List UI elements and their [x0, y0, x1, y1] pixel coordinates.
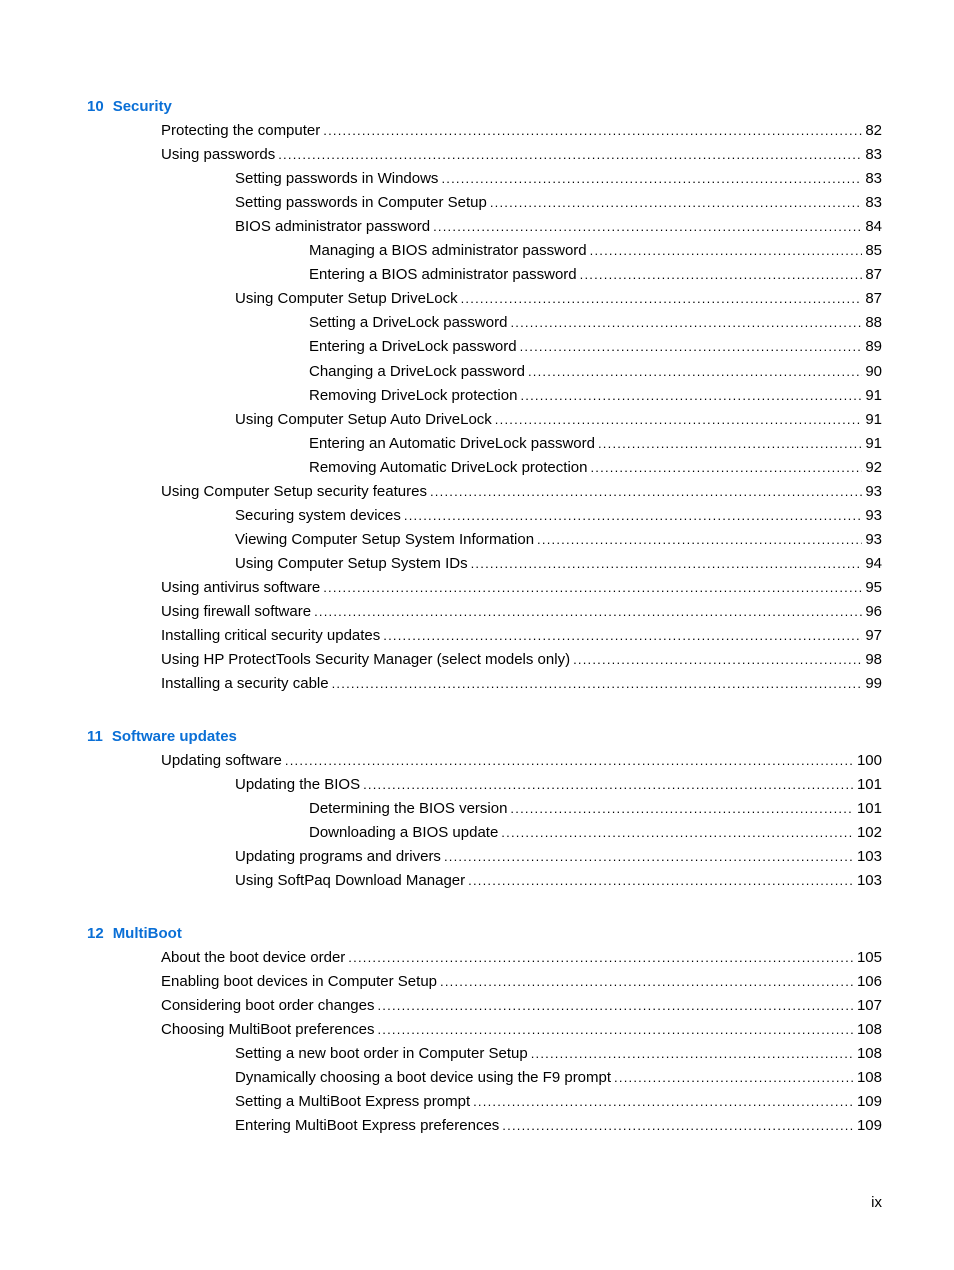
- toc-entry[interactable]: [235, 531, 882, 549]
- dot-leader: [495, 411, 863, 429]
- toc-entry[interactable]: [309, 314, 882, 332]
- toc-entry-title: Updating programs and drivers: [235, 848, 441, 866]
- toc-entry[interactable]: [161, 146, 882, 164]
- dot-leader: [444, 848, 854, 866]
- chapter-number: 12: [87, 925, 104, 942]
- toc-entry-page: 88: [865, 314, 882, 332]
- toc-entry-title: Considering boot order changes: [161, 997, 375, 1015]
- chapter-number: 10: [87, 98, 104, 115]
- toc-entry-title: Using HP ProtectTools Security Manager (select models only): [161, 651, 571, 669]
- toc-entry-title: Using Computer Setup Auto DriveLock: [235, 410, 492, 428]
- toc-entry[interactable]: [161, 675, 882, 693]
- toc-entry-page: 83: [865, 170, 882, 188]
- dot-leader: [332, 675, 863, 693]
- toc-entry-title: Using SoftPaq Download Manager: [235, 872, 466, 890]
- toc-entry-page: 107: [856, 997, 882, 1015]
- dot-leader: [520, 338, 863, 356]
- toc-entry-page: 101: [856, 800, 882, 818]
- toc-entry-page: 101: [856, 776, 882, 794]
- toc-entry-title: Entering an Automatic DriveLock password: [309, 434, 595, 452]
- toc-entry-title: Updating software: [161, 752, 282, 769]
- dot-leader: [440, 973, 854, 991]
- toc-entry-title: Enabling boot devices in Computer Setup: [161, 973, 438, 991]
- toc-entry-title: About the boot device order: [161, 949, 346, 966]
- dot-leader: [278, 146, 862, 164]
- toc-entry[interactable]: [309, 363, 882, 381]
- toc-entry-title: Installing critical security updates: [161, 627, 381, 645]
- toc-entry[interactable]: [161, 627, 882, 645]
- dot-leader: [441, 170, 862, 188]
- toc-entry[interactable]: [309, 338, 882, 356]
- dot-leader: [531, 1045, 854, 1063]
- toc-entry-title: Using Computer Setup security features: [161, 482, 427, 500]
- chapter-heading[interactable]: [87, 925, 182, 943]
- toc-entry-title: Downloading a BIOS update: [309, 824, 499, 842]
- toc-entry-page: 102: [856, 824, 882, 842]
- dot-leader: [430, 483, 862, 501]
- toc-entry[interactable]: [309, 435, 882, 453]
- toc-entry[interactable]: [309, 242, 882, 260]
- dot-leader: [501, 824, 854, 842]
- toc-entry[interactable]: [235, 1045, 882, 1063]
- toc-entry-page: 94: [865, 554, 882, 572]
- dot-leader: [285, 752, 854, 770]
- dot-leader: [314, 603, 862, 621]
- toc-entry-page: 89: [865, 338, 882, 356]
- dot-leader: [377, 997, 853, 1015]
- toc-entry-page: 108: [856, 1021, 882, 1039]
- toc-entry-title: Choosing MultiBoot preferences: [161, 1021, 375, 1039]
- toc-entry-page: 83: [865, 194, 882, 212]
- toc-entry-page: 91: [865, 434, 882, 452]
- dot-leader: [614, 1069, 854, 1087]
- toc-entry-title: Entering MultiBoot Express preferences: [235, 1117, 500, 1135]
- toc-entry-page: 109: [856, 1093, 882, 1111]
- toc-entry-page: 100: [856, 752, 882, 769]
- toc-entry-title: Setting a MultiBoot Express prompt: [235, 1093, 471, 1111]
- toc-entry-page: 109: [856, 1117, 882, 1135]
- toc-entry[interactable]: [235, 507, 882, 525]
- toc-entry-title: Changing a DriveLock password: [309, 362, 525, 380]
- toc-entry[interactable]: [161, 997, 882, 1015]
- dot-leader: [598, 435, 862, 453]
- toc-entry-title: Setting a DriveLock password: [309, 314, 508, 332]
- dot-leader: [490, 194, 863, 212]
- toc-entry-title: Using passwords: [161, 146, 276, 164]
- dot-leader: [510, 314, 862, 332]
- chapter-title: MultiBoot: [112, 925, 182, 942]
- toc-entry-page: 87: [865, 266, 882, 284]
- toc-entry-title: Entering a DriveLock password: [309, 338, 517, 356]
- toc-entry-title: Using Computer Setup System IDs: [235, 554, 468, 572]
- toc-entry-page: 96: [865, 603, 882, 620]
- toc-entry[interactable]: [235, 555, 882, 573]
- toc-entry-title: Determining the BIOS version: [309, 800, 508, 818]
- toc-entry-page: 85: [865, 242, 882, 260]
- dot-leader: [520, 387, 862, 405]
- toc-entry-title: Updating the BIOS: [235, 776, 361, 794]
- toc-entry-page: 99: [865, 675, 882, 693]
- toc-entry[interactable]: [235, 411, 882, 429]
- toc-entry-title: BIOS administrator password: [235, 218, 431, 236]
- toc-entry-page: 87: [865, 290, 882, 308]
- toc-entry-page: 92: [865, 458, 882, 476]
- toc-entry-page: 98: [865, 651, 882, 669]
- toc-entry[interactable]: [161, 752, 882, 770]
- toc-entry-title: Entering a BIOS administrator password: [309, 266, 577, 284]
- toc-entry-title: Dynamically choosing a boot device using the F9 prompt: [235, 1069, 612, 1087]
- toc-entry-page: 93: [865, 506, 882, 524]
- toc-entry[interactable]: [309, 387, 882, 405]
- toc-entry-page: 93: [865, 530, 882, 548]
- toc-entry-page: 82: [865, 122, 882, 139]
- toc-entry-title: Installing a security cable: [161, 675, 329, 693]
- toc-entry-title: Managing a BIOS administrator password: [309, 242, 587, 260]
- dot-leader: [377, 1021, 854, 1039]
- toc-entry-page: 91: [865, 386, 882, 404]
- toc-entry-title: Setting passwords in Windows: [235, 170, 439, 188]
- toc-entry-title: Viewing Computer Setup System Information: [235, 530, 535, 548]
- dot-leader: [510, 800, 854, 818]
- chapter-title: Software updates: [111, 728, 237, 745]
- dot-leader: [537, 531, 862, 549]
- dot-leader: [404, 507, 862, 525]
- chapter-number: 11: [87, 728, 103, 745]
- toc-entry[interactable]: [235, 290, 882, 308]
- toc-entry[interactable]: [235, 1117, 882, 1135]
- toc-entry[interactable]: [161, 483, 882, 501]
- toc-entry-page: 108: [856, 1045, 882, 1063]
- dot-leader: [468, 872, 854, 890]
- toc-entry-page: 105: [856, 949, 882, 966]
- dot-leader: [323, 122, 862, 140]
- toc-entry[interactable]: [235, 194, 882, 212]
- dot-leader: [323, 579, 862, 597]
- toc-entry-page: 90: [865, 362, 882, 380]
- toc-entry-title: Using Computer Setup DriveLock: [235, 290, 458, 308]
- toc-entry-page: 84: [865, 218, 882, 236]
- toc-entry-page: 97: [865, 627, 882, 645]
- dot-leader: [528, 363, 862, 381]
- toc-entry-page: 106: [856, 973, 882, 991]
- dot-leader: [383, 627, 862, 645]
- toc-entry[interactable]: [235, 1069, 882, 1087]
- dot-leader: [502, 1117, 854, 1135]
- toc-entry-title: Securing system devices: [235, 506, 401, 524]
- toc-entry[interactable]: [161, 579, 882, 597]
- toc-entry-title: Setting passwords in Computer Setup: [235, 194, 487, 212]
- toc-entry[interactable]: [161, 603, 882, 621]
- toc-entry-page: 95: [865, 578, 882, 596]
- toc-entry-title: Using antivirus software: [161, 578, 321, 596]
- toc-entry[interactable]: [235, 170, 882, 188]
- chapter-heading[interactable]: [87, 98, 172, 116]
- toc-entry-page: 108: [856, 1069, 882, 1087]
- chapter-heading[interactable]: [87, 728, 237, 746]
- page-number: ix: [871, 1194, 882, 1211]
- toc-entry-title: Removing Automatic DriveLock protection: [309, 458, 588, 476]
- toc-entry[interactable]: [161, 973, 882, 991]
- toc-entry[interactable]: [161, 1021, 882, 1039]
- toc-entry-title: Using firewall software: [161, 603, 312, 620]
- toc-entry-page: 103: [856, 872, 882, 890]
- toc-entry[interactable]: [235, 218, 882, 236]
- toc-entry[interactable]: [235, 848, 882, 866]
- toc-entry[interactable]: [309, 459, 882, 477]
- dot-leader: [363, 776, 854, 794]
- chapter-title: Security: [112, 98, 172, 115]
- toc-entry[interactable]: [309, 824, 882, 842]
- dot-leader: [348, 949, 854, 967]
- dot-leader: [590, 459, 862, 477]
- toc-entry-title: Removing DriveLock protection: [309, 386, 518, 404]
- dot-leader: [461, 290, 863, 308]
- toc-entry-page: 93: [865, 482, 882, 500]
- toc-entry-page: 83: [865, 146, 882, 164]
- dot-leader: [433, 218, 862, 236]
- toc-entry[interactable]: [309, 266, 882, 284]
- toc-entry-page: 103: [856, 848, 882, 866]
- toc-entry-title: Setting a new boot order in Computer Setup: [235, 1045, 528, 1063]
- dot-leader: [473, 1093, 854, 1111]
- toc-entry-title: Protecting the computer: [161, 122, 321, 139]
- dot-leader: [471, 555, 863, 573]
- toc-entry[interactable]: [161, 122, 882, 140]
- toc-entry[interactable]: [161, 949, 882, 967]
- dot-leader: [590, 242, 863, 260]
- toc-entry[interactable]: [235, 872, 882, 890]
- dot-leader: [580, 266, 863, 284]
- dot-leader: [573, 651, 862, 669]
- toc-entry-page: 91: [865, 410, 882, 428]
- toc-entry[interactable]: [309, 800, 882, 818]
- toc-entry[interactable]: [161, 651, 882, 669]
- toc-entry[interactable]: [235, 776, 882, 794]
- toc-entry[interactable]: [235, 1093, 882, 1111]
